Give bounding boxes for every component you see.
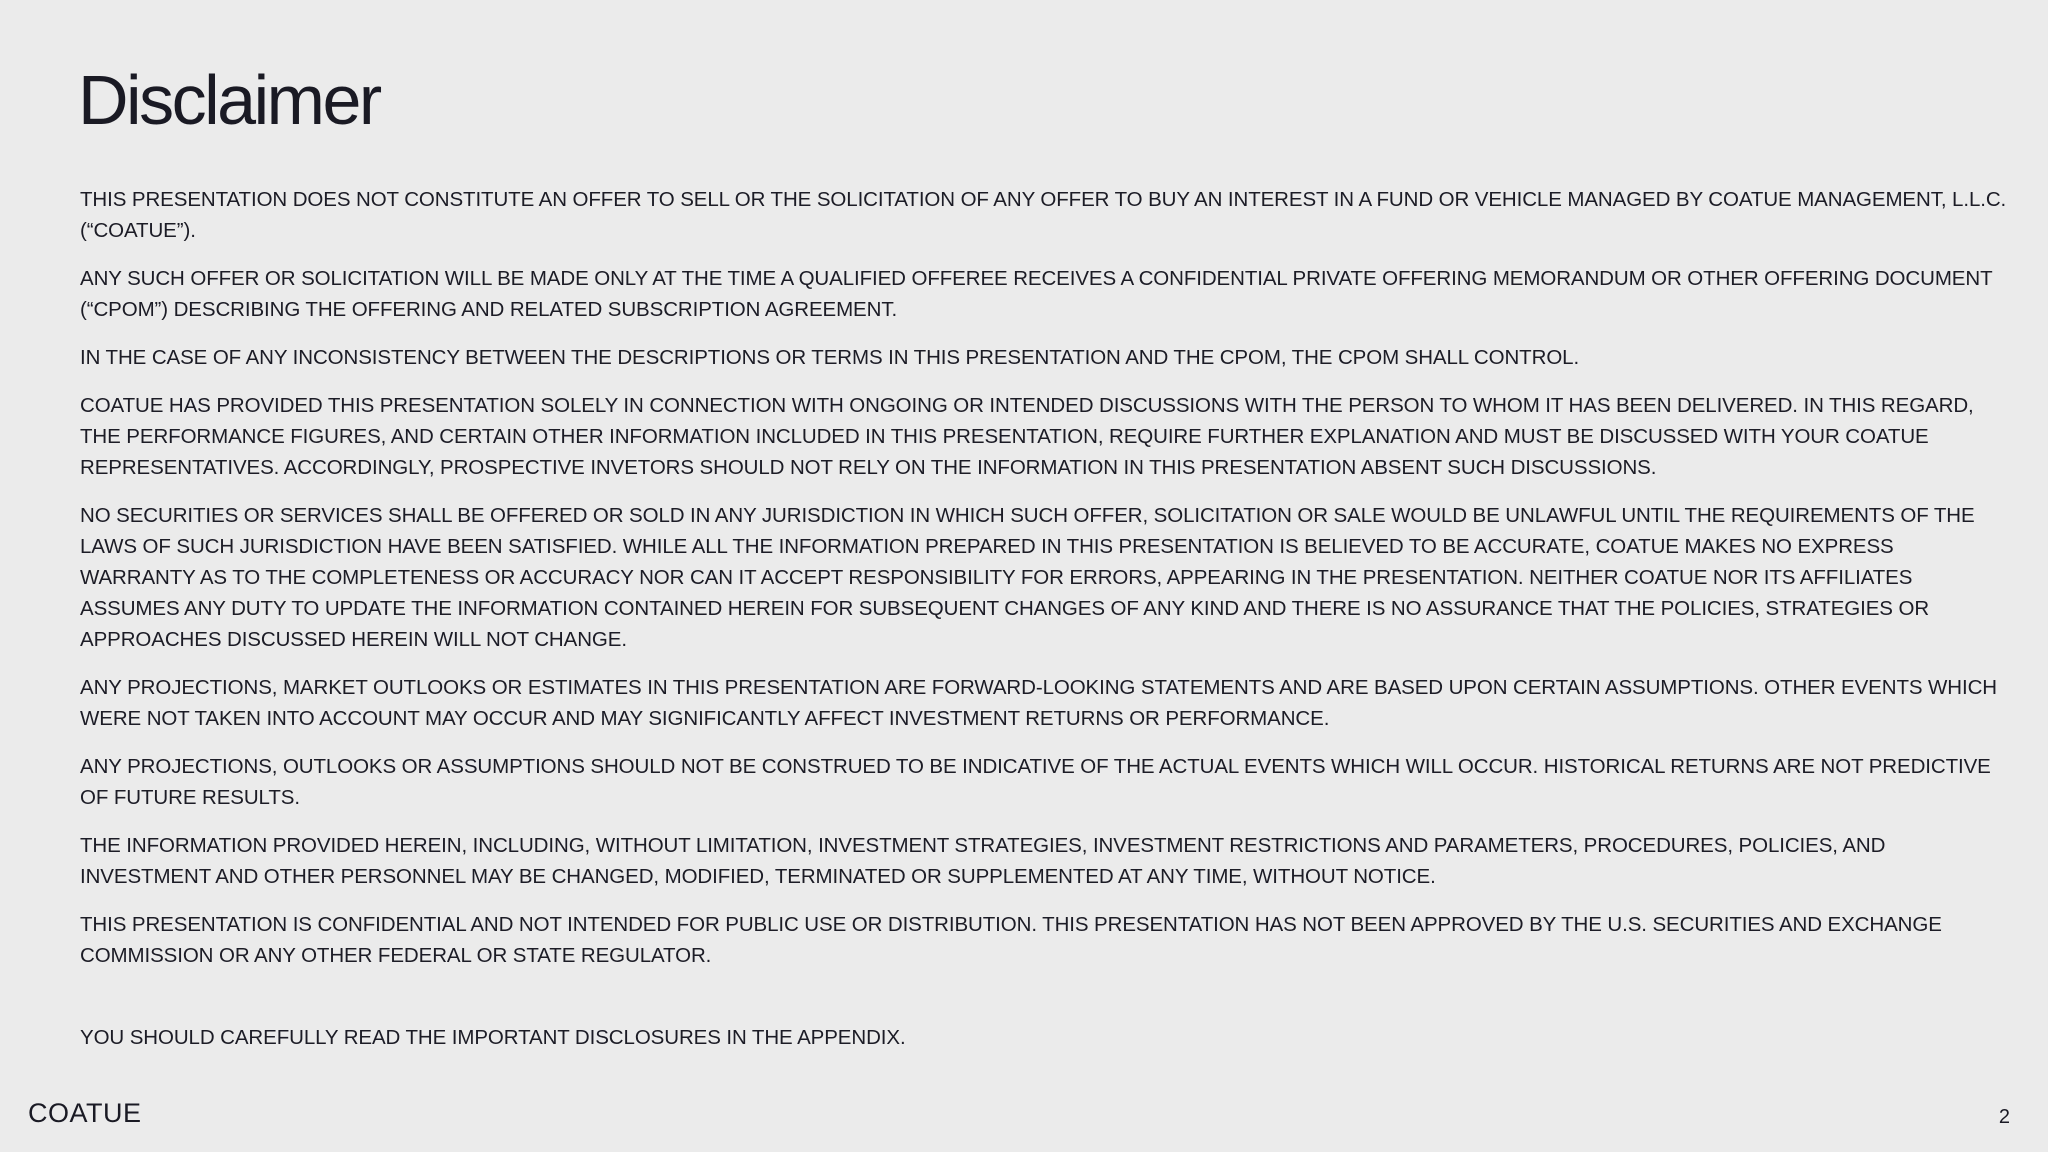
brand-logo: COATUE — [28, 1098, 142, 1128]
disclaimer-paragraph: ANY SUCH OFFER OR SOLICITATION WILL BE MADE ONLY AT THE TIME A QUALIFIED OFFEREE RECEIVES A CONFIDENTIAL PRIVATE OFFERING MEMORANDUM OR OTHER OFFERING DOCUMENT (“CPOM”) DESCRIBING THE OFFERING AND RELATED SUBSCRIPTION AGREEMENT. — [80, 267, 1993, 321]
disclaimer-paragraph: ANY PROJECTIONS, MARKET OUTLOOKS OR ESTIMATES IN THIS PRESENTATION ARE FORWARD-LOOKING STATEMENTS AND ARE BASED UPON CERTAIN ASSUMPTIONS. OTHER EVENTS WHICH WERE NOT TAKEN INTO ACCOUNT MAY OCCUR AND MAY SIGNIFICANTLY AFFECT INVESTMENT RETURNS OR PERFORMANCE. — [80, 676, 1997, 730]
page-title: Disclaimer — [78, 61, 380, 139]
disclaimer-paragraph: THIS PRESENTATION DOES NOT CONSTITUTE AN OFFER TO SELL OR THE SOLICITATION OF ANY OFFER TO BUY AN INTEREST IN A FUND OR VEHICLE MANAGED BY COATUE MANAGEMENT, L.L.C. (“COATUE”). — [80, 188, 2007, 242]
disclaimer-paragraph: ANY PROJECTIONS, OUTLOOKS OR ASSUMPTIONS SHOULD NOT BE CONSTRUED TO BE INDICATIVE OF THE ACTUAL EVENTS WHICH WILL OCCUR. HISTORICAL RETURNS ARE NOT PREDICTIVE OF FUTURE RESULTS. — [80, 755, 1991, 809]
disclaimer-paragraph: THIS PRESENTATION IS CONFIDENTIAL AND NOT INTENDED FOR PUBLIC USE OR DISTRIBUTION. THIS PRESENTATION HAS NOT BEEN APPROVED BY THE U.S. SECURITIES AND EXCHANGE COMMISSION OR ANY OTHER FEDERAL OR STATE REGULATOR. — [80, 913, 1942, 967]
appendix-notice: YOU SHOULD CAREFULLY READ THE IMPORTANT DISCLOSURES IN THE APPENDIX. — [80, 1026, 906, 1049]
disclaimer-paragraph: NO SECURITIES OR SERVICES SHALL BE OFFERED OR SOLD IN ANY JURISDICTION IN WHICH SUCH OFFER, SOLICITATION OR SALE WOULD BE UNLAWFUL UNTIL THE REQUIREMENTS OF THE LAWS OF SUCH JURISDICTION HAVE BEEN SATISFIED. WHILE ALL THE INFORMATION PREPARED IN THIS PRESENTATION IS BELIEVED TO BE ACCURATE, COATUE MAKES NO EXPRESS WARRANTY AS TO THE COMPLETENESS OR ACCURACY NOR CAN IT ACCEPT RESPONSIBILITY FOR ERRORS, APPEARING IN THE PRESENTATION. NEITHER COATUE NOR ITS AFFILIATES ASSUMES ANY DUTY TO UPDATE THE INFORMATION CONTAINED HEREIN FOR SUBSEQUENT CHANGES OF ANY KIND AND THERE IS NO ASSURANCE THAT THE POLICIES, STRATEGIES OR APPROACHES DISCUSSED HEREIN WILL NOT CHANGE. — [80, 504, 1975, 651]
disclaimer-paragraph: IN THE CASE OF ANY INCONSISTENCY BETWEEN THE DESCRIPTIONS OR TERMS IN THIS PRESENTATION AND THE CPOM, THE CPOM SHALL CONTROL. — [80, 346, 1580, 369]
disclaimer-body — [80, 184, 2010, 988]
disclaimer-paragraph: COATUE HAS PROVIDED THIS PRESENTATION SOLELY IN CONNECTION WITH ONGOING OR INTENDED DISCUSSIONS WITH THE PERSON TO WHOM IT HAS BEEN DELIVERED. IN THIS REGARD, THE PERFORMANCE FIGURES, AND CERTAIN OTHER INFORMATION INCLUDED IN THIS PRESENTATION, REQUIRE FURTHER EXPLANATION AND MUST BE DISCUSSED WITH YOUR COATUE REPRESENTATIVES. ACCORDINGLY, PROSPECTIVE INVETORS SHOULD NOT RELY ON THE INFORMATION IN THIS PRESENTATION ABSENT SUCH DISCUSSIONS. — [80, 394, 1974, 479]
page-number: 2 — [1998, 1106, 2010, 1128]
disclaimer-paragraph: THE INFORMATION PROVIDED HEREIN, INCLUDING, WITHOUT LIMITATION, INVESTMENT STRATEGIES, INVESTMENT RESTRICTIONS AND PARAMETERS, PROCEDURES, POLICIES, AND INVESTMENT AND OTHER PERSONNEL MAY BE CHANGED, MODIFIED, TERMINATED OR SUPPLEMENTED AT ANY TIME, WITHOUT NOTICE. — [80, 834, 1886, 888]
